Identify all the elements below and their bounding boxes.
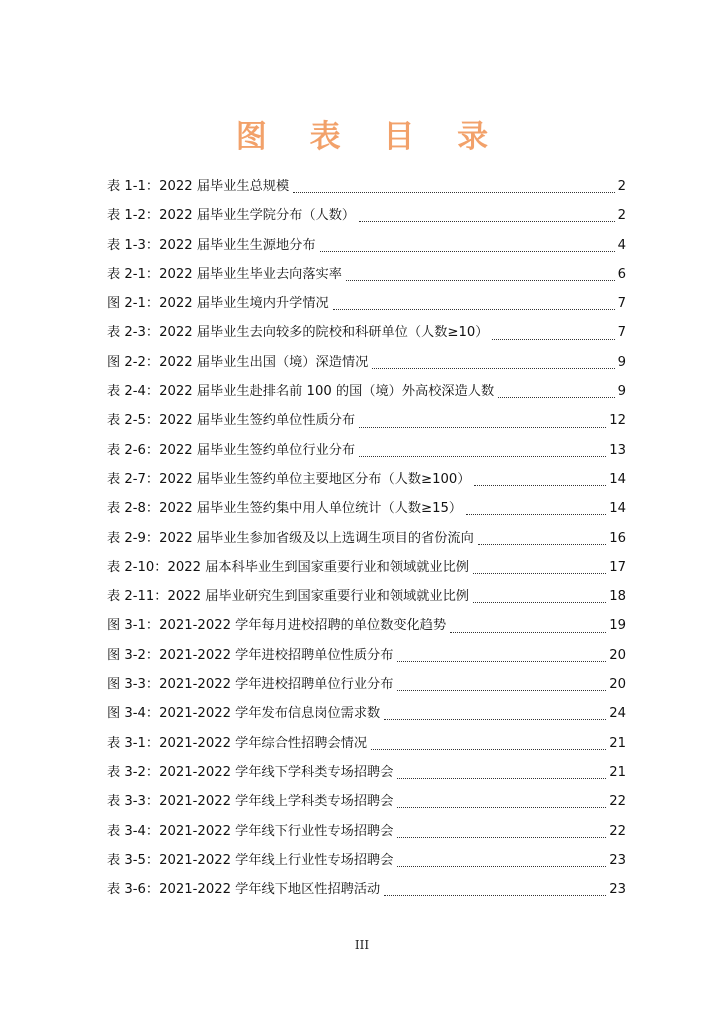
toc-entry[interactable] [107,318,626,347]
toc-dot-leader [333,309,615,310]
toc-dot-leader [466,514,606,515]
toc-entry-label: 表 2-3：2022 届毕业生去向较多的院校和科研单位（人数≥10） [107,325,489,341]
toc-entry-page-number: 2 [617,179,626,194]
toc-entry-label: 表 2-7：2022 届毕业生签约单位主要地区分布（人数≥100） [107,471,471,487]
toc-entry-label: 表 3-1：2021-2022 学年综合性招聘会情况 [107,735,368,751]
toc-dot-leader [320,251,615,252]
toc-entry-page-number: 16 [609,530,626,546]
toc-entry[interactable] [107,289,626,318]
toc-entry-page-number: 7 [617,296,626,312]
toc-dot-leader [397,807,606,808]
toc-dot-leader [397,778,606,779]
toc-entry-label: 表 2-1：2022 届毕业生毕业去向落实率 [107,266,342,282]
toc-entry[interactable] [107,758,626,787]
toc-entry-label: 图 2-2：2022 届毕业生出国（境）深造情况 [107,354,369,370]
toc-dot-leader [450,632,606,633]
page-title: 图 表 目 录 [235,119,505,155]
table-of-contents [107,172,626,904]
toc-entry-page-number: 24 [609,706,626,722]
toc-dot-leader [346,280,615,281]
toc-entry[interactable] [107,348,626,377]
toc-entry-label: 表 3-2：2021-2022 学年线下学科类专场招聘会 [107,764,394,780]
toc-entry-label: 表 2-4：2022 届毕业生赴排名前 100 的国（境）外高校深造人数 [107,384,495,400]
toc-entry-page-number: 14 [609,501,626,517]
toc-dot-leader [397,837,606,838]
toc-entry[interactable] [107,494,626,523]
toc-entry[interactable] [107,436,626,465]
toc-entry[interactable] [107,787,626,816]
toc-entry[interactable] [107,846,626,875]
toc-entry-page-number: 19 [609,618,626,634]
toc-dot-leader [492,339,614,340]
toc-entry[interactable] [107,377,626,406]
toc-entry-label: 表 2-6：2022 届毕业生签约单位行业分布 [107,442,356,458]
toc-entry[interactable] [107,201,626,230]
toc-entry-label: 表 2-9：2022 届毕业生参加省级及以上选调生项目的省份流向 [107,530,474,546]
toc-entry[interactable] [107,172,626,201]
toc-entry-label: 表 2-8：2022 届毕业生签约集中用人单位统计（人数≥15） [107,501,463,517]
toc-dot-leader [384,719,606,720]
toc-entry-label: 表 2-11：2022 届毕业研究生到国家重要行业和领域就业比例 [107,589,469,605]
toc-entry-page-number: 20 [609,647,626,663]
toc-entry-label: 表 1-2：2022 届毕业生学院分布（人数） [107,208,356,224]
toc-entry-page-number: 7 [617,325,626,341]
toc-dot-leader [359,427,606,428]
toc-dot-leader [397,690,606,691]
toc-entry[interactable] [107,670,626,699]
toc-dot-leader [397,661,606,662]
toc-entry-label: 图 3-2：2021-2022 学年进校招聘单位性质分布 [107,647,394,663]
toc-entry-page-number: 18 [609,589,626,605]
toc-entry-label: 表 2-5：2022 届毕业生签约单位性质分布 [107,413,356,429]
toc-dot-leader [293,192,614,193]
toc-dot-leader [474,485,606,486]
toc-entry[interactable] [107,817,626,846]
toc-dot-leader [372,368,614,369]
toc-entry-label: 表 3-5：2021-2022 学年线上行业性专场招聘会 [107,852,394,868]
toc-entry[interactable] [107,231,626,260]
toc-entry-page-number: 17 [609,559,626,575]
toc-dot-leader [384,895,606,896]
toc-dot-leader [359,221,615,222]
page-number: III [354,938,370,952]
toc-entry-label: 表 3-4：2021-2022 学年线下行业性专场招聘会 [107,823,394,839]
toc-entry-page-number: 4 [617,237,626,253]
toc-entry-page-number: 20 [609,677,626,693]
toc-entry-page-number: 23 [609,882,626,898]
toc-entry[interactable] [107,260,626,289]
toc-entry-page-number: 23 [609,852,626,868]
toc-dot-leader [478,544,606,545]
toc-entry-label: 表 1-1：2022 届毕业生总规模 [107,179,290,194]
toc-entry-label: 图 3-4：2021-2022 学年发布信息岗位需求数 [107,706,381,722]
toc-entry-page-number: 21 [609,735,626,751]
toc-entry[interactable] [107,465,626,494]
toc-entry-page-number: 22 [609,794,626,810]
toc-entry-page-number: 9 [617,354,626,370]
toc-entry-label: 图 3-3：2021-2022 学年进校招聘单位行业分布 [107,677,394,693]
toc-entry[interactable] [107,611,626,640]
toc-entry-page-number: 13 [609,442,626,458]
toc-entry-page-number: 22 [609,823,626,839]
toc-dot-leader [473,573,606,574]
toc-entry-page-number: 6 [617,266,626,282]
toc-entry[interactable] [107,524,626,553]
toc-entry-label: 表 3-3：2021-2022 学年线上学科类专场招聘会 [107,794,394,810]
toc-entry[interactable] [107,729,626,758]
toc-entry-page-number: 2 [617,208,626,224]
toc-entry[interactable] [107,699,626,728]
toc-entry-label: 表 1-3：2022 届毕业生生源地分布 [107,237,316,253]
toc-entry-label: 图 2-1：2022 届毕业生境内升学情况 [107,296,329,312]
toc-entry[interactable] [107,582,626,611]
toc-entry-page-number: 21 [609,764,626,780]
toc-entry[interactable] [107,553,626,582]
toc-entry-page-number: 9 [617,384,626,400]
toc-dot-leader [371,749,606,750]
toc-dot-leader [359,456,606,457]
toc-dot-leader [498,397,614,398]
toc-entry-page-number: 14 [609,471,626,487]
toc-dot-leader [397,866,606,867]
toc-entry-page-number: 12 [609,413,626,429]
toc-entry-label: 表 3-6：2021-2022 学年线下地区性招聘活动 [107,882,381,898]
toc-dot-leader [473,602,606,603]
toc-entry-label: 表 2-10：2022 届本科毕业生到国家重要行业和领域就业比例 [107,559,469,575]
toc-entry[interactable] [107,406,626,435]
toc-entry[interactable] [107,875,626,904]
toc-entry-label: 图 3-1：2021-2022 学年每月进校招聘的单位数变化趋势 [107,618,447,634]
toc-entry[interactable] [107,641,626,670]
